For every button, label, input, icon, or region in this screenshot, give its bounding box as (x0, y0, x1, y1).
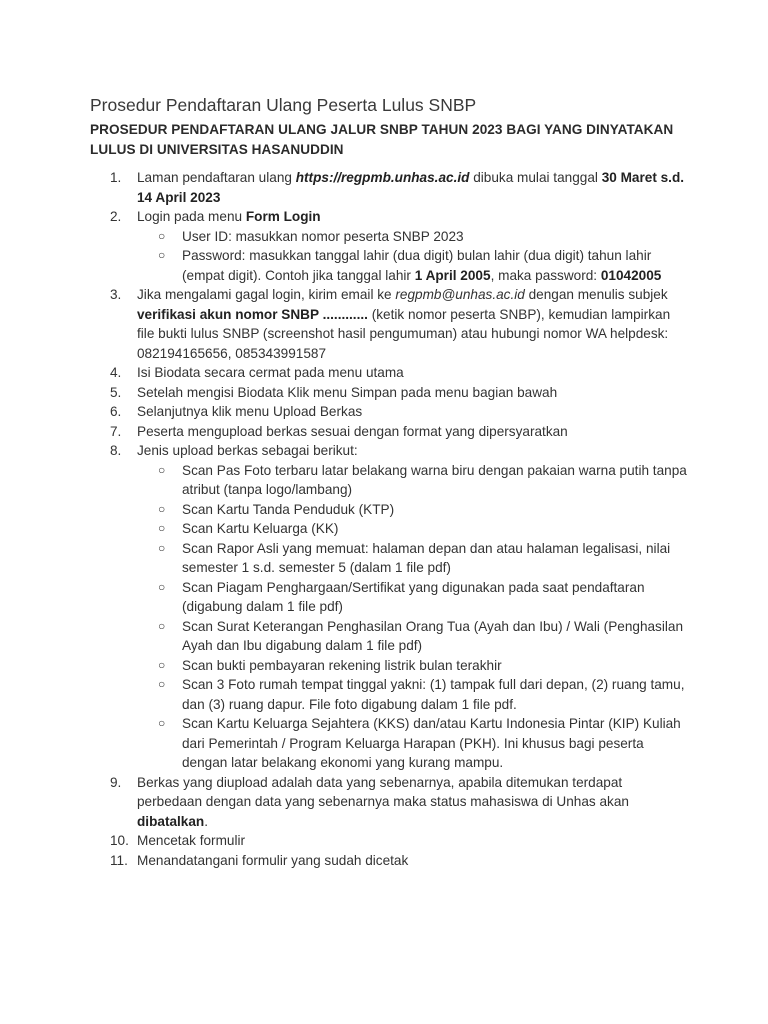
document-subtitle: PROSEDUR PENDAFTARAN ULANG JALUR SNBP TAHUN 2023 BAGI YANG DINYATAKAN LULUS DI UNIVERSITAS HASANUDDIN (90, 122, 674, 157)
upload-item-text: Scan Kartu Tanda Penduduk (KTP) (182, 501, 395, 517)
step-text: Setelah mengisi Biodata Klik menu Simpan pada menu bagian bawah (137, 384, 558, 400)
upload-item-text: Scan Piagam Penghargaan/Sertifikat yang digunakan pada saat pendaftaran (digabung dalam 1 file pdf) (182, 579, 645, 614)
step-number: 2. (110, 209, 122, 224)
document-title: Prosedur Pendaftaran Ulang Peserta Lulus SNBP (90, 95, 477, 115)
step-number: 10. (110, 833, 129, 848)
step-text: Login pada menu (137, 209, 246, 224)
bullet-icon: ○ (158, 579, 166, 594)
step-9 (90, 773, 690, 832)
procedure-steps (90, 168, 690, 870)
step-4 (90, 363, 690, 383)
registration-dates: 30 Maret s.d. 14 April 2023 (137, 170, 685, 205)
document-page (90, 93, 690, 870)
step-7 (90, 422, 690, 442)
step-text: Jika mengalami gagal login, kirim email ke (137, 287, 396, 302)
substep-text: Password: masukkan tanggal lahir (dua digit) bulan lahir (dua digit) tahun lahir (empat digit). Contoh jika tanggal lahir (182, 248, 652, 283)
step-text: Isi Biodata secara cermat pada menu utama (137, 365, 404, 380)
upload-item-text: Scan Surat Keterangan Penghasilan Orang Tua (Ayah dan Ibu) / Wali (Penghasilan Ayah dan Ibu digabung dalam 1 file pdf) (182, 618, 684, 653)
upload-item (137, 500, 690, 520)
bullet-icon: ○ (158, 228, 166, 243)
upload-item-text: Scan Rapor Asli yang memuat: halaman depan dan atau halaman legalisasi, nilai semester 1 s.d. semester 5 (dalam 1 file pdf) (182, 540, 671, 575)
bullet-icon: ○ (158, 677, 166, 691)
step-text: Jenis upload berkas sebagai berikut: (137, 443, 358, 458)
step-text: Laman pendaftaran ulang (137, 170, 296, 185)
example-password: 01042005 (600, 267, 662, 283)
cancellation-emphasis: dibatalkan (137, 813, 205, 829)
upload-document-list (137, 461, 690, 773)
step-number: 8. (110, 443, 122, 458)
step-text: Selanjutnya klik menu Upload Berkas (137, 404, 363, 419)
step-11 (90, 851, 690, 871)
upload-item (137, 578, 690, 617)
upload-item (137, 675, 690, 714)
step-2 (90, 207, 690, 285)
step-3 (90, 285, 690, 363)
support-email: regpmb@unhas.ac.id (395, 287, 525, 302)
registration-url: https://regpmb.unhas.ac.id (295, 170, 470, 185)
step-8 (90, 441, 690, 773)
step-number: 11. (110, 852, 128, 868)
substep-text: , maka password: (490, 267, 601, 283)
step-6 (90, 402, 690, 422)
step-text: Mencetak formulir (137, 833, 246, 848)
email-subject: verifikasi akun nomor SNBP ............ (137, 306, 368, 322)
bullet-icon: ○ (158, 521, 166, 535)
step-5 (90, 383, 690, 403)
upload-item-text: Scan Pas Foto terbaru latar belakang warna biru dengan pakaian warna putih tanpa atribut (tanpa logo/lambang) (182, 462, 687, 497)
example-birth-date: 1 April 2005 (414, 267, 491, 283)
substep-text: User ID: masukkan nomor peserta SNBP 2023 (182, 228, 464, 244)
step-number: 3. (110, 287, 122, 302)
substep-password (137, 246, 690, 285)
bullet-icon: ○ (158, 657, 166, 672)
substep-user-id (137, 227, 690, 247)
form-login-menu: Form Login (245, 209, 321, 224)
upload-item-text: Scan Kartu Keluarga (KK) (182, 521, 339, 536)
step-number: 5. (110, 384, 122, 400)
step-number: 6. (110, 404, 122, 419)
bullet-icon: ○ (158, 716, 166, 730)
step-text: Menandatangani formulir yang sudah dicetak (137, 852, 409, 868)
upload-item (137, 461, 690, 500)
step-number: 7. (110, 423, 122, 439)
upload-item-text: Scan Kartu Keluarga Sejahtera (KKS) dan/atau Kartu Indonesia Pintar (KIP) Kuliah dari Pemerintah / Program Keluarga Harapan (PKH). Ini khusus bagi peserta dengan latar belakang ekonomi yang kurang mampu. (182, 716, 681, 770)
bullet-icon: ○ (158, 501, 166, 516)
bullet-icon: ○ (158, 248, 166, 262)
step-text: Peserta mengupload berkas sesuai dengan format yang dipersyaratkan (137, 423, 568, 439)
step-text: dengan menulis subjek (524, 287, 668, 302)
step-number: 1. (110, 170, 122, 185)
step-text: dibuka mulai tanggal (469, 170, 602, 185)
bullet-icon: ○ (158, 462, 166, 477)
upload-item-text: Scan bukti pembayaran rekening listrik bulan terakhir (182, 657, 502, 673)
step-1 (90, 168, 690, 207)
upload-item (137, 519, 690, 539)
bullet-icon: ○ (158, 540, 166, 555)
upload-item (137, 656, 690, 676)
upload-item-text: Scan 3 Foto rumah tempat tinggal yakni: (1) tampak full dari depan, (2) ruang tamu, dan (3) ruang dapur. File foto digabung dalam 1 file pdf. (182, 677, 685, 712)
upload-item (137, 714, 690, 773)
step-text: Berkas yang diupload adalah data yang sebenarnya, apabila ditemukan terdapat perbedaan dengan data yang sebenarnya maka status mahasiswa di Unhas akan (137, 774, 629, 809)
upload-item (137, 617, 690, 656)
step-10 (90, 831, 690, 851)
step-text: (ketik nomor peserta SNBP), kemudian lampirkan file bukti lulus SNBP (screenshot hasil pengumuman) atau hubungi nomor WA helpdesk: 082194165656, 085343991587 (137, 306, 671, 361)
step-text: . (204, 813, 209, 829)
step-number: 4. (110, 365, 122, 380)
upload-item (137, 539, 690, 578)
login-substeps (137, 227, 690, 286)
bullet-icon: ○ (158, 618, 166, 633)
step-number: 9. (110, 774, 122, 790)
